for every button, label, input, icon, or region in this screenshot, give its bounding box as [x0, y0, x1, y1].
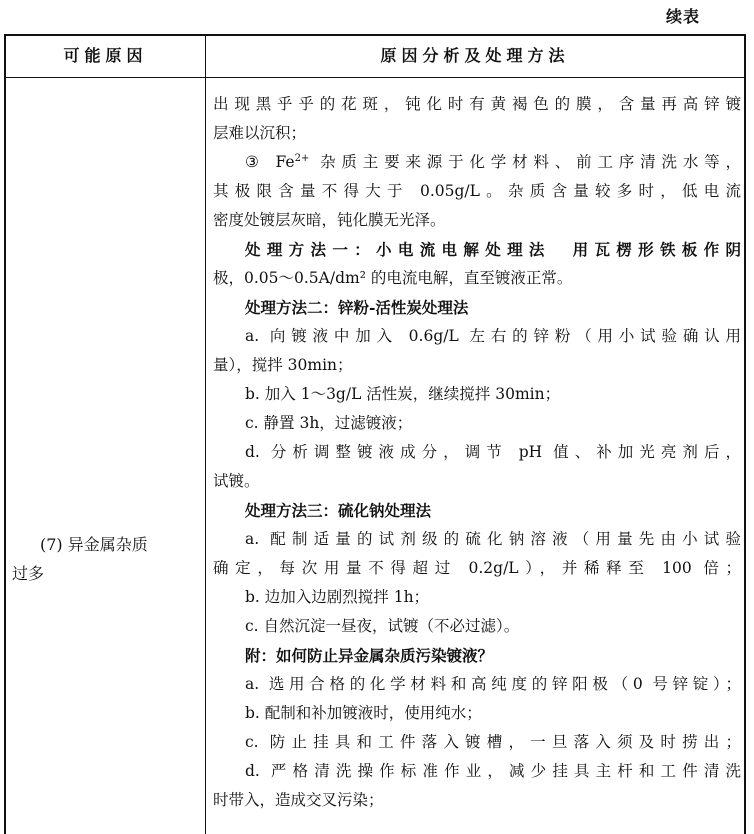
text-line: 其极限含量不得大于 0.05g/L。杂质含量较多时，低电流 [213, 182, 741, 200]
text-line: a. 向镀液中加入 0.6g/L 左右的锌粉（用小试验确认用 [245, 327, 741, 345]
text-line: 时带入，造成交叉污染； [213, 791, 384, 809]
text-line: b. 加入 1～3g/L 活性炭，继续搅拌 30min； [245, 385, 561, 403]
text-line: a. 选用合格的化学材料和高纯度的锌阳极（0 号锌锭）； [245, 675, 741, 693]
text-line: c. 静置 3h，过滤镀液； [245, 414, 413, 432]
column-divider [205, 36, 206, 834]
text-line: d. 分析调整镀液成分，调节 pH 值、补加光亮剂后， [245, 443, 741, 461]
method-2-heading: 处理方法二：锌粉-活性炭处理法 [245, 298, 469, 317]
text-line: 量），搅拌 30min； [213, 356, 353, 374]
cause-cell [6, 531, 205, 589]
troubleshooting-table [4, 34, 746, 834]
text-line: ③ $Fe^{2+}$ 杂质主要来源于化学材料、前工序清洗水等， [245, 152, 741, 171]
text-line: 层难以沉积； [213, 124, 307, 142]
text-line: 试镀。 [213, 472, 260, 490]
text-line: c. 防止挂具和工件落入镀槽，一旦落入须及时捞出； [245, 733, 741, 751]
text-line: a. 配制适量的试剂级的硫化钠溶液（用量先由小试验 [245, 530, 741, 548]
text-line: d. 严格清洗操作标准作业，减少挂具主杆和工件清洗 [245, 762, 741, 780]
header-analysis-and-treatment: 原因分析及处理方法 [380, 46, 570, 65]
header-possible-cause: 可能原因 [63, 46, 148, 65]
text-line: c. 自然沉淀一昼夜，试镀（不必过滤）。 [245, 617, 520, 635]
text-line: 极，0.05～0.5A/dm² 的电流电解，直至镀液正常。 [213, 269, 573, 287]
text-line: b. 边加入边剧烈搅拌 1h； [245, 588, 430, 606]
continued-table-label: 续表 [666, 7, 701, 26]
text-line: 确定，每次用量不得超过 0.2g/L），并稀释至 100 倍； [213, 559, 741, 577]
analysis-cell [213, 90, 741, 815]
text-line: 出现黑乎乎的花斑，钝化时有黄褐色的膜，含量再高锌镀 [213, 95, 741, 113]
cause-line: (7) 异金属杂质 [40, 535, 148, 554]
text-line: b. 配制和补加镀液时，使用纯水； [245, 704, 482, 722]
table-header-row [6, 36, 744, 78]
cause-line: 过多 [12, 564, 45, 583]
appendix-heading: 附：如何防止异金属杂质污染镀液？ [245, 646, 494, 665]
text-line: 密度处镀层灰暗，钝化膜无光泽。 [213, 211, 446, 229]
method-1-heading: 处理方法一：小电流电解处理法 用瓦楞形铁板作阴 [245, 240, 741, 259]
method-3-heading: 处理方法三：硫化钠处理法 [245, 501, 432, 520]
